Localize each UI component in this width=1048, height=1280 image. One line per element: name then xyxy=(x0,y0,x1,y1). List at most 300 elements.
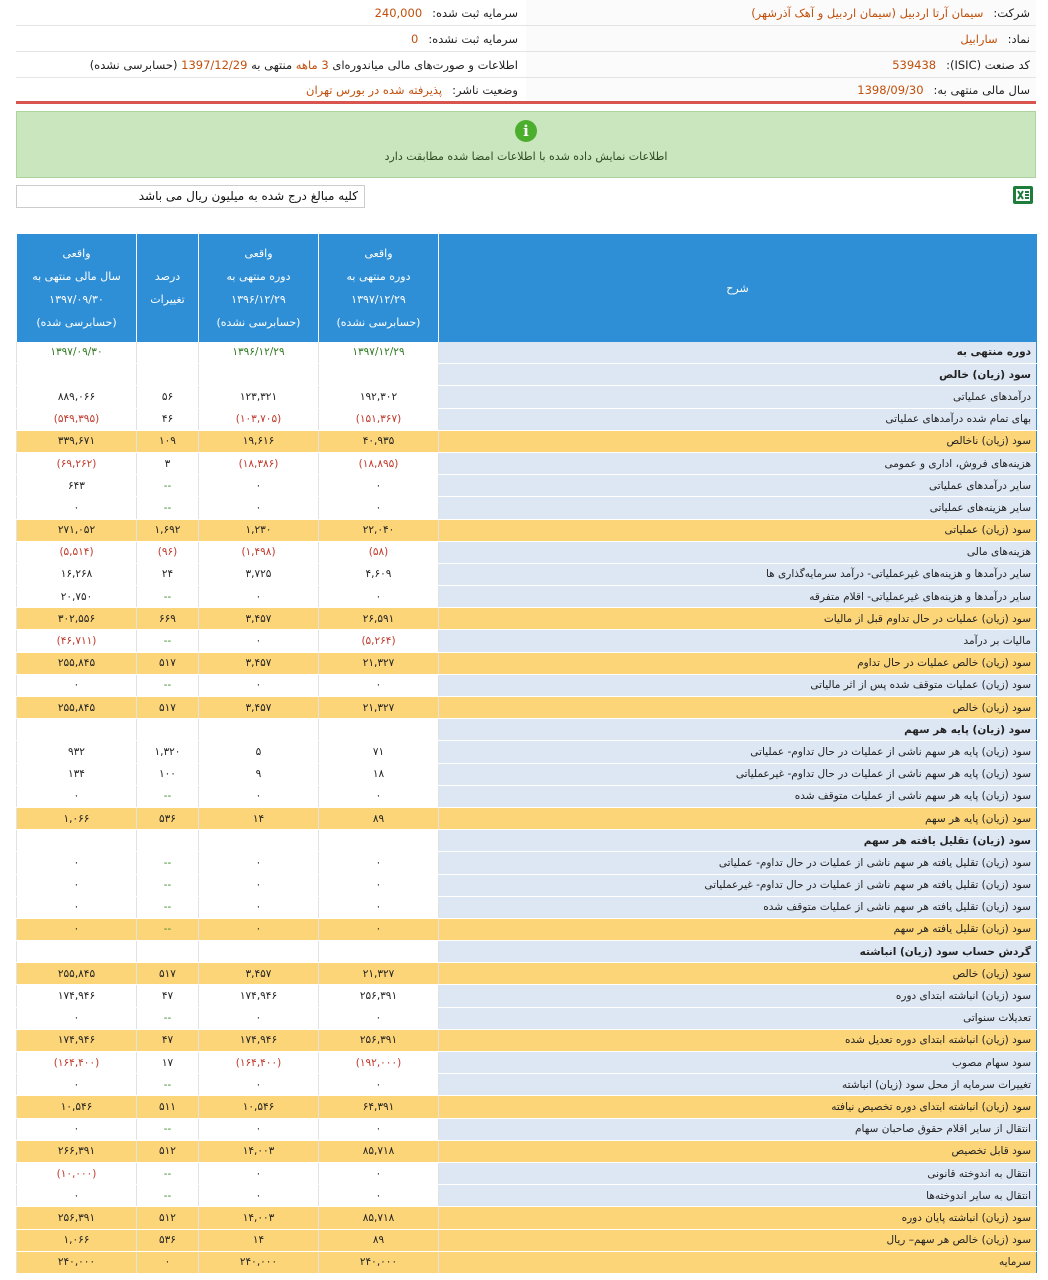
isic-cell xyxy=(526,52,1036,77)
cell-change: ۵۱۷ xyxy=(137,963,199,985)
cell-fiscal-year: ۰ xyxy=(17,896,137,918)
header-line: ۱۳۹۷/۱۲/۲۹ xyxy=(351,293,406,307)
cell-previous: ۰ xyxy=(199,630,319,652)
cell-previous xyxy=(199,719,319,741)
cell-change xyxy=(137,941,199,963)
row-label: انتقال از سایر اقلام حقوق صاحبان سهام xyxy=(439,1118,1037,1140)
cell-change: -- xyxy=(137,874,199,896)
cell-fiscal-year: ۰ xyxy=(17,785,137,807)
cell-fiscal-year: ۰ xyxy=(17,1118,137,1140)
cell-current: ۶۴,۳۹۱ xyxy=(319,1096,439,1118)
table-row xyxy=(17,1052,1037,1074)
cell-previous: ۹ xyxy=(199,763,319,785)
cell-previous: ۱۰,۵۴۶ xyxy=(199,1096,319,1118)
row-label: سود (زیان) ناخالص xyxy=(439,430,1037,452)
table-row xyxy=(17,452,1037,474)
col-header-change xyxy=(137,235,199,342)
cell-previous: ۰ xyxy=(199,1118,319,1140)
row-label: تعدیلات سنواتی xyxy=(439,1007,1037,1029)
cell-previous: ۳,۴۵۷ xyxy=(199,963,319,985)
table-row xyxy=(17,497,1037,519)
report-cell xyxy=(16,52,526,77)
cell-fiscal-year: (۱۰,۰۰۰) xyxy=(17,1162,137,1184)
cell-previous xyxy=(199,941,319,963)
table-row xyxy=(17,807,1037,829)
header-line: ۱۳۹۶/۱۲/۲۹ xyxy=(231,293,286,307)
header-line: واقعی xyxy=(364,247,393,261)
cell-change: ۵۱۷ xyxy=(137,697,199,719)
table-row xyxy=(17,364,1037,386)
row-label: انتقال به اندوخته قانونی xyxy=(439,1162,1037,1184)
row-label: سود (زیان) خالص عملیات در حال تداوم xyxy=(439,652,1037,674)
cell-previous: ۵ xyxy=(199,741,319,763)
cell-change: -- xyxy=(137,630,199,652)
row-label: سود (زیان) خالص هر سهم– ریال xyxy=(439,1229,1037,1251)
cell-fiscal-year: ۱۶,۲۶۸ xyxy=(17,563,137,585)
report-date: 1397/12/29 xyxy=(181,57,248,72)
cell-current: ۲۱,۳۲۷ xyxy=(319,697,439,719)
col-header-fiscal-year xyxy=(17,235,137,342)
table-row xyxy=(17,719,1037,741)
row-label: مالیات بر درآمد xyxy=(439,630,1037,652)
cell-fiscal-year: ۹۳۲ xyxy=(17,741,137,763)
cell-previous: ۰ xyxy=(199,1162,319,1184)
cell-current xyxy=(319,364,439,386)
cell-fiscal-year: ۳۳۹,۶۷۱ xyxy=(17,430,137,452)
cell-current: ۸۹ xyxy=(319,1229,439,1251)
symbol-label: نماد: xyxy=(1007,31,1030,46)
table-row xyxy=(17,896,1037,918)
cell-fiscal-year: ۶۴۳ xyxy=(17,475,137,497)
table-row xyxy=(17,1140,1037,1162)
table-row xyxy=(17,985,1037,1007)
excel-export-icon[interactable] xyxy=(1012,185,1034,205)
status-label: وضعیت ناشر: xyxy=(452,82,518,97)
table-row xyxy=(17,1162,1037,1184)
status-value: پذیرفته شده در بورس تهران xyxy=(306,82,443,97)
cell-current: ۲۱,۳۲۷ xyxy=(319,652,439,674)
col-header-desc: شرح xyxy=(439,235,1037,342)
row-label: سود (زیان) پایه هر سهم ناشی از عملیات متوقف شده xyxy=(439,785,1037,807)
company-cell xyxy=(526,0,1036,25)
cell-current: (۱۸,۸۹۵) xyxy=(319,452,439,474)
cell-previous: (۱۰۳,۷۰۵) xyxy=(199,408,319,430)
cell-previous: ۱۴,۰۰۳ xyxy=(199,1207,319,1229)
company-header xyxy=(16,0,1036,104)
row-label: سود سهام مصوب xyxy=(439,1052,1037,1074)
cell-previous: ۰ xyxy=(199,852,319,874)
cell-change: ۵۱۱ xyxy=(137,1096,199,1118)
cell-change: ۲۴ xyxy=(137,563,199,585)
table-row xyxy=(17,741,1037,763)
row-label: سود (زیان) انباشته پایان دوره xyxy=(439,1207,1037,1229)
row-label: هزینه‌های فروش، اداری و عمومی xyxy=(439,452,1037,474)
table-row xyxy=(17,963,1037,985)
cell-change: ۰ xyxy=(137,1251,199,1273)
row-label: سود (زیان) تقلیل یافته هر سهم ناشی از عملیات متوقف شده xyxy=(439,896,1037,918)
cell-fiscal-year: ۲۶۶,۳۹۱ xyxy=(17,1140,137,1162)
header-line: سال مالی منتهی به xyxy=(32,270,121,284)
table-row xyxy=(17,563,1037,585)
cell-current: ۰ xyxy=(319,918,439,940)
cell-change: -- xyxy=(137,896,199,918)
row-label: گردش حساب سود (زیان) انباشته xyxy=(439,941,1037,963)
notice-text: اطلاعات نمایش داده شده با اطلاعات امضا شده مطابقت دارد xyxy=(384,150,668,163)
row-label: تغییرات سرمایه از محل سود (زیان) انباشته xyxy=(439,1074,1037,1096)
table-row xyxy=(17,697,1037,719)
cell-current: ۲۵۶,۳۹۱ xyxy=(319,985,439,1007)
cell-current: ۰ xyxy=(319,896,439,918)
cell-previous: (۱۸,۳۸۶) xyxy=(199,452,319,474)
cell-fiscal-year: ۲۵۶,۳۹۱ xyxy=(17,1207,137,1229)
table-row xyxy=(17,430,1037,452)
table-row xyxy=(17,475,1037,497)
header-line: درصد xyxy=(154,270,181,284)
cell-current: ۴,۶۰۹ xyxy=(319,563,439,585)
table-row xyxy=(17,830,1037,852)
reg-capital-cell xyxy=(16,0,526,25)
cell-change: -- xyxy=(137,1007,199,1029)
cell-change: ۵۱۲ xyxy=(137,1140,199,1162)
cell-fiscal-year: (۵,۵۱۴) xyxy=(17,541,137,563)
header-row xyxy=(16,26,1036,52)
isic-label: کد صنعت (ISIC): xyxy=(946,57,1030,72)
table-row xyxy=(17,1074,1037,1096)
cell-previous: ۱۹,۶۱۶ xyxy=(199,430,319,452)
row-label: سود (زیان) عملیات متوقف شده پس از اثر مالیاتی xyxy=(439,674,1037,696)
cell-previous: ۰ xyxy=(199,674,319,696)
cell-current: ۰ xyxy=(319,1162,439,1184)
cell-previous: ۰ xyxy=(199,475,319,497)
unit-note: کلیه مبالغ درج شده به میلیون ریال می باشد xyxy=(16,185,365,208)
row-label: سود (زیان) پایه هر سهم xyxy=(439,807,1037,829)
cell-fiscal-year: ۲۰,۷۵۰ xyxy=(17,586,137,608)
table-row xyxy=(17,608,1037,630)
cell-current: ۱۹۲,۳۰۲ xyxy=(319,386,439,408)
table-row xyxy=(17,874,1037,896)
row-label: سود (زیان) پایه هر سهم xyxy=(439,719,1037,741)
cell-fiscal-year: ۰ xyxy=(17,1185,137,1207)
cell-current xyxy=(319,941,439,963)
cell-change: ۵۳۶ xyxy=(137,807,199,829)
unreg-capital-value: 0 xyxy=(410,31,419,46)
cell-fiscal-year: ۲۵۵,۸۴۵ xyxy=(17,652,137,674)
table-row xyxy=(17,586,1037,608)
cell-fiscal-year xyxy=(17,941,137,963)
cell-previous: ۰ xyxy=(199,1007,319,1029)
row-label: سایر درآمدهای عملیاتی xyxy=(439,475,1037,497)
header-line: (حسابرسی شده) xyxy=(36,316,117,330)
cell-change: -- xyxy=(137,1074,199,1096)
cell-change xyxy=(137,364,199,386)
cell-current: ۲۴۰,۰۰۰ xyxy=(319,1251,439,1273)
cell-current: ۰ xyxy=(319,497,439,519)
cell-change xyxy=(137,719,199,741)
cell-previous: ۳,۷۲۵ xyxy=(199,563,319,585)
cell-current: ۱۳۹۷/۱۲/۲۹ xyxy=(319,342,439,364)
cell-fiscal-year: ۰ xyxy=(17,852,137,874)
cell-change: -- xyxy=(137,475,199,497)
cell-change: ۶۶۹ xyxy=(137,608,199,630)
cell-current: ۰ xyxy=(319,1185,439,1207)
cell-fiscal-year: (۱۶۴,۴۰۰) xyxy=(17,1052,137,1074)
cell-change: ۵۱۷ xyxy=(137,652,199,674)
cell-current: ۸۹ xyxy=(319,807,439,829)
row-label: سایر هزینه‌های عملیاتی xyxy=(439,497,1037,519)
cell-fiscal-year: ۰ xyxy=(17,1007,137,1029)
report-period: 3 ماهه xyxy=(295,57,329,72)
cell-change: (۹۶) xyxy=(137,541,199,563)
table-row xyxy=(17,1007,1037,1029)
header-line: دوره منتهی به xyxy=(346,270,411,284)
row-label: سود (زیان) تقلیل یافته هر سهم ناشی از عملیات در حال تداوم- غیرعملیاتی xyxy=(439,874,1037,896)
cell-change: -- xyxy=(137,497,199,519)
reg-capital-value: 240,000 xyxy=(374,5,423,20)
row-label: انتقال به سایر اندوخته‌ها xyxy=(439,1185,1037,1207)
table-row xyxy=(17,1185,1037,1207)
cell-change: ۴۷ xyxy=(137,985,199,1007)
cell-current: ۸۵,۷۱۸ xyxy=(319,1207,439,1229)
cell-previous: ۰ xyxy=(199,918,319,940)
cell-previous: ۱۳۹۶/۱۲/۲۹ xyxy=(199,342,319,364)
cell-current: ۴۰,۹۳۵ xyxy=(319,430,439,452)
cell-current: (۱۵۱,۳۶۷) xyxy=(319,408,439,430)
table-row xyxy=(17,541,1037,563)
row-label: سود (زیان) عملیات در حال تداوم قبل از مالیات xyxy=(439,608,1037,630)
cell-change: ۴۶ xyxy=(137,408,199,430)
header-line: واقعی xyxy=(244,247,273,261)
table-row xyxy=(17,852,1037,874)
cell-fiscal-year: ۰ xyxy=(17,918,137,940)
header-row xyxy=(16,78,1036,104)
reg-capital-label: سرمایه ثبت شده: xyxy=(432,5,518,20)
table-row xyxy=(17,1096,1037,1118)
cell-previous: (۱,۴۹۸) xyxy=(199,541,319,563)
header-line: تغییرات xyxy=(150,293,185,307)
cell-previous: ۰ xyxy=(199,785,319,807)
cell-fiscal-year: (۴۶,۷۱۱) xyxy=(17,630,137,652)
cell-fiscal-year: ۰ xyxy=(17,497,137,519)
cell-previous: ۰ xyxy=(199,586,319,608)
table-row xyxy=(17,941,1037,963)
cell-change: ۳ xyxy=(137,452,199,474)
row-label: سایر درآمدها و هزینه‌های غیرعملیاتی- درآمد سرمایه‌گذاری ها xyxy=(439,563,1037,585)
cell-change: -- xyxy=(137,785,199,807)
cell-previous xyxy=(199,830,319,852)
row-label: سود (زیان) تقلیل یافته هر سهم xyxy=(439,918,1037,940)
symbol-value: سارابیل xyxy=(960,31,998,46)
table-body xyxy=(17,342,1037,1274)
cell-current: ۰ xyxy=(319,475,439,497)
cell-previous: ۲۴۰,۰۰۰ xyxy=(199,1251,319,1273)
header-line: واقعی xyxy=(62,247,91,261)
status-cell xyxy=(16,78,526,101)
cell-current: ۰ xyxy=(319,1118,439,1140)
cell-previous: ۱۲۳,۳۲۱ xyxy=(199,386,319,408)
cell-fiscal-year xyxy=(17,719,137,741)
row-label: سرمایه xyxy=(439,1251,1037,1273)
cell-previous: ۱۴,۰۰۳ xyxy=(199,1140,319,1162)
row-label: سود (زیان) انباشته ابتدای دوره تعدیل شده xyxy=(439,1029,1037,1051)
cell-fiscal-year: ۲۷۱,۰۵۲ xyxy=(17,519,137,541)
cell-previous: ۰ xyxy=(199,1074,319,1096)
isic-value: 539438 xyxy=(892,57,937,72)
cell-fiscal-year xyxy=(17,364,137,386)
cell-change: ۴۷ xyxy=(137,1029,199,1051)
cell-fiscal-year: ۱,۰۶۶ xyxy=(17,1229,137,1251)
table-row xyxy=(17,1029,1037,1051)
cell-previous: ۰ xyxy=(199,896,319,918)
cell-fiscal-year: ۰ xyxy=(17,674,137,696)
cell-current: (۵۸) xyxy=(319,541,439,563)
table-row xyxy=(17,342,1037,364)
table-row xyxy=(17,408,1037,430)
cell-change: -- xyxy=(137,674,199,696)
header-row xyxy=(16,52,1036,78)
cell-fiscal-year: (۵۴۹,۳۹۵) xyxy=(17,408,137,430)
row-label: سود (زیان) خالص xyxy=(439,364,1037,386)
cell-change: ۱,۶۹۲ xyxy=(137,519,199,541)
cell-fiscal-year: ۸۸۹,۰۶۶ xyxy=(17,386,137,408)
cell-previous: ۳,۴۵۷ xyxy=(199,608,319,630)
cell-change: ۵۶ xyxy=(137,386,199,408)
table-row xyxy=(17,1229,1037,1251)
row-label: سود قابل تخصیص xyxy=(439,1140,1037,1162)
cell-change: -- xyxy=(137,918,199,940)
cell-current: ۲۲,۰۴۰ xyxy=(319,519,439,541)
cell-current xyxy=(319,719,439,741)
cell-previous: ۰ xyxy=(199,874,319,896)
cell-current: (۵,۲۶۴) xyxy=(319,630,439,652)
cell-fiscal-year: ۱,۰۶۶ xyxy=(17,807,137,829)
row-label: سود (زیان) خالص xyxy=(439,963,1037,985)
fiscal-year-value: 1398/09/30 xyxy=(857,82,924,97)
row-label: سود (زیان) انباشته ابتدای دوره xyxy=(439,985,1037,1007)
cell-change: -- xyxy=(137,1118,199,1140)
header-line: (حسابرسی نشده) xyxy=(216,316,301,330)
row-label: درآمدهای عملیاتی xyxy=(439,386,1037,408)
cell-current: ۰ xyxy=(319,586,439,608)
symbol-cell xyxy=(526,26,1036,51)
table-row xyxy=(17,652,1037,674)
cell-change: ۵۱۲ xyxy=(137,1207,199,1229)
report-text: اطلاعات و صورت‌های مالی میاندوره‌ای xyxy=(332,57,518,72)
cell-previous: ۱۷۴,۹۴۶ xyxy=(199,985,319,1007)
row-label: سود (زیان) پایه هر سهم ناشی از عملیات در حال تداوم- عملیاتی xyxy=(439,741,1037,763)
report-mid: منتهی به xyxy=(251,57,293,72)
header-line: (حسابرسی نشده) xyxy=(336,316,421,330)
cell-fiscal-year: ۱۷۴,۹۴۶ xyxy=(17,1029,137,1051)
cell-change xyxy=(137,830,199,852)
cell-change: ۱۰۰ xyxy=(137,763,199,785)
cell-current: ۰ xyxy=(319,1007,439,1029)
table-row xyxy=(17,1118,1037,1140)
row-label: سود (زیان) پایه هر سهم ناشی از عملیات در حال تداوم- غیرعملیاتی xyxy=(439,763,1037,785)
cell-change: ۵۳۶ xyxy=(137,1229,199,1251)
unreg-capital-label: سرمایه ثبت نشده: xyxy=(428,31,518,46)
cell-current: ۰ xyxy=(319,1074,439,1096)
company-name: سیمان آرتا اردبیل (سیمان اردبیل و آهک آذرشهر) xyxy=(751,5,984,20)
col-header-current xyxy=(319,235,439,342)
row-label: بهای تمام شده درآمدهای عملیاتی xyxy=(439,408,1037,430)
cell-fiscal-year xyxy=(17,830,137,852)
cell-current: ۷۱ xyxy=(319,741,439,763)
row-label: سود (زیان) عملیاتی xyxy=(439,519,1037,541)
table-row xyxy=(17,674,1037,696)
cell-current: ۲۶,۵۹۱ xyxy=(319,608,439,630)
header-line: دوره منتهی به xyxy=(226,270,291,284)
verification-notice xyxy=(16,111,1036,178)
cell-previous: ۳,۴۵۷ xyxy=(199,697,319,719)
cell-fiscal-year: ۰ xyxy=(17,874,137,896)
table-row xyxy=(17,785,1037,807)
cell-fiscal-year: ۲۴۰,۰۰۰ xyxy=(17,1251,137,1273)
cell-current: (۱۹۲,۰۰۰) xyxy=(319,1052,439,1074)
cell-current: ۰ xyxy=(319,852,439,874)
cell-previous: ۱۴ xyxy=(199,1229,319,1251)
cell-previous: ۳,۴۵۷ xyxy=(199,652,319,674)
cell-fiscal-year: ۲۵۵,۸۴۵ xyxy=(17,697,137,719)
row-label: هزینه‌های مالی xyxy=(439,541,1037,563)
header-line: ۱۳۹۷/۰۹/۳۰ xyxy=(49,293,104,307)
row-label: سود (زیان) تقلیل یافته هر سهم ناشی از عملیات در حال تداوم- عملیاتی xyxy=(439,852,1037,874)
table-header-row xyxy=(17,235,1037,342)
cell-current: ۲۱,۳۲۷ xyxy=(319,963,439,985)
row-label: سایر درآمدها و هزینه‌های غیرعملیاتی- اقلام متفرقه xyxy=(439,586,1037,608)
cell-change: -- xyxy=(137,586,199,608)
cell-previous: ۰ xyxy=(199,1185,319,1207)
cell-previous: ۱۷۴,۹۴۶ xyxy=(199,1029,319,1051)
table-row xyxy=(17,918,1037,940)
cell-previous xyxy=(199,364,319,386)
cell-fiscal-year: ۳۰۲,۵۵۶ xyxy=(17,608,137,630)
row-label: دوره منتهی به xyxy=(439,342,1037,364)
row-label: سود (زیان) انباشته ابتدای دوره تخصیص نیافته xyxy=(439,1096,1037,1118)
cell-current: ۸۵,۷۱۸ xyxy=(319,1140,439,1162)
cell-current: ۰ xyxy=(319,785,439,807)
info-icon: i xyxy=(515,120,537,142)
cell-current: ۲۵۶,۳۹۱ xyxy=(319,1029,439,1051)
financial-statement-table xyxy=(16,234,1037,1274)
cell-change: -- xyxy=(137,852,199,874)
cell-fiscal-year: ۱۳۴ xyxy=(17,763,137,785)
cell-previous: ۱۴ xyxy=(199,807,319,829)
cell-current: ۱۸ xyxy=(319,763,439,785)
col-header-previous xyxy=(199,235,319,342)
cell-fiscal-year: ۰ xyxy=(17,1074,137,1096)
table-row xyxy=(17,1251,1037,1273)
table-row xyxy=(17,763,1037,785)
cell-fiscal-year: ۱۷۴,۹۴۶ xyxy=(17,985,137,1007)
cell-fiscal-year: ۱۳۹۷/۰۹/۳۰ xyxy=(17,342,137,364)
table-row xyxy=(17,519,1037,541)
cell-fiscal-year: ۲۵۵,۸۴۵ xyxy=(17,963,137,985)
cell-previous: ۰ xyxy=(199,497,319,519)
cell-fiscal-year: (۶۹,۲۶۲) xyxy=(17,452,137,474)
cell-change: -- xyxy=(137,1162,199,1184)
table-row xyxy=(17,1207,1037,1229)
cell-change xyxy=(137,342,199,364)
cell-current: ۰ xyxy=(319,874,439,896)
cell-fiscal-year: ۱۰,۵۴۶ xyxy=(17,1096,137,1118)
company-label: شرکت: xyxy=(993,5,1030,20)
header-row xyxy=(16,0,1036,26)
cell-change: ۱۷ xyxy=(137,1052,199,1074)
cell-previous: ۱,۲۳۰ xyxy=(199,519,319,541)
cell-current xyxy=(319,830,439,852)
cell-change: -- xyxy=(137,1185,199,1207)
table-row xyxy=(17,630,1037,652)
